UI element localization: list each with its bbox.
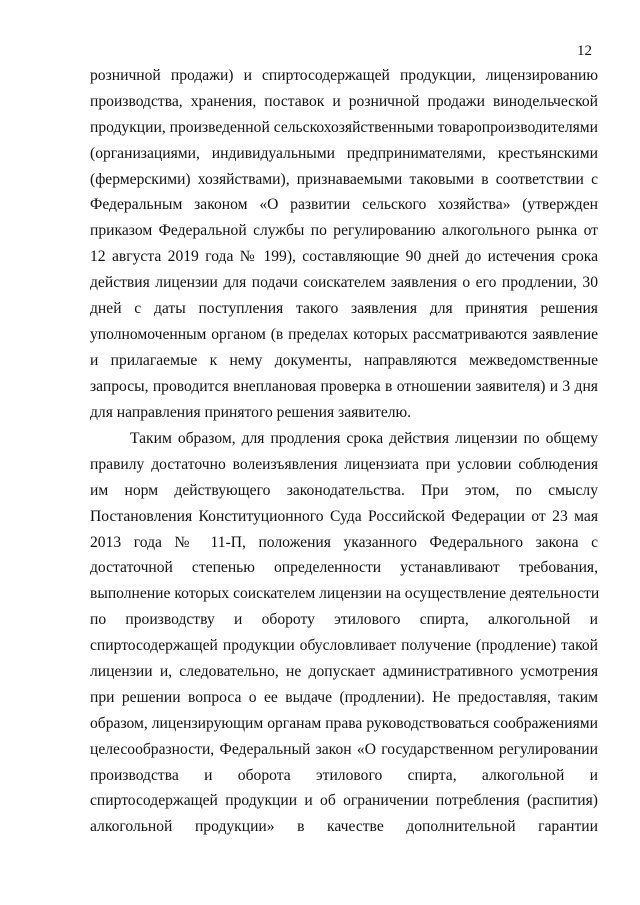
- text-line: выполнение которых соискателем лицензии на осуществление деятельности: [90, 585, 600, 603]
- text-line: образом, лицензирующим органам права руководствоваться соображениями: [90, 714, 598, 732]
- text-line: алкогольной продукции» в качестве дополнительной гарантии: [90, 818, 598, 836]
- paragraph-continuation: [90, 63, 598, 425]
- text-line: целесообразности, Федеральный закон «О государственном регулировании: [90, 740, 598, 758]
- text-line: производства и оборота этилового спирта, алкогольной и: [90, 766, 598, 784]
- page-number: 12: [577, 43, 592, 59]
- text-line: запросы, проводится внеплановая проверка в отношении заявителя) и 3 дня: [90, 377, 598, 395]
- text-line: 12 августа 2019 года № 199), составляющие 90 дней до истечения срока: [90, 248, 598, 266]
- text-line: им норм действующего законодательства. При этом, по смыслу: [90, 481, 598, 499]
- text-line: приказом Федеральной службы по регулированию алкогольного рынка от: [90, 222, 598, 240]
- paragraph: [90, 426, 598, 840]
- text-line: для направления принятого решения заявителю.: [90, 403, 412, 421]
- text-line: Таким образом, для продления срока действия лицензии по общему: [130, 430, 598, 447]
- text-line: розничной продажи) и спиртосодержащей продукции, лицензированию: [90, 67, 598, 84]
- text-line: спиртосодержащей продукции обусловливает получение (продление) такой: [90, 637, 598, 655]
- text-line: при решении вопроса о ее выдаче (продлении). Не предоставляя, таким: [90, 688, 598, 706]
- text-line: дней с даты поступления такого заявления для принятия решения: [90, 300, 598, 318]
- text-line: 2013 года № 11-П, положения указанного Федерального закона с: [90, 533, 598, 551]
- text-line: производства, хранения, поставок и розничной продажи винодельческой: [90, 92, 598, 110]
- text-line: спиртосодержащей продукции и об ограничении потребления (распития): [90, 792, 598, 810]
- text-line: Федеральным законом «О развитии сельского хозяйства» (утвержден: [90, 196, 598, 214]
- text-line: и прилагаемые к нему документы, направляются межведомственные: [90, 351, 598, 369]
- text-line: лицензии и, следовательно, не допускает административного усмотрения: [90, 663, 598, 681]
- text-line: по производству и обороту этилового спирта, алкогольной и: [90, 611, 598, 629]
- text-line: (фермерскими) хозяйствами), признаваемыми таковыми в соответствии с: [90, 170, 598, 188]
- text-line: Постановления Конституционного Суда Российской Федерации от 23 мая: [90, 507, 598, 525]
- text-line: уполномоченным органом (в пределах которых рассматриваются заявление: [90, 325, 598, 343]
- text-line: достаточной степенью определенности устанавливают требования,: [90, 559, 598, 577]
- text-line: правилу достаточно волеизъявления лицензиата при условии соблюдения: [90, 455, 598, 473]
- text-line: продукции, произведенной сельскохозяйственными товаропроизводителями: [90, 118, 598, 136]
- text-line: действия лицензии для подачи соискателем заявления о его продлении, 30: [90, 274, 598, 292]
- text-line: (организациями, индивидуальными предпринимателями, крестьянскими: [90, 144, 598, 162]
